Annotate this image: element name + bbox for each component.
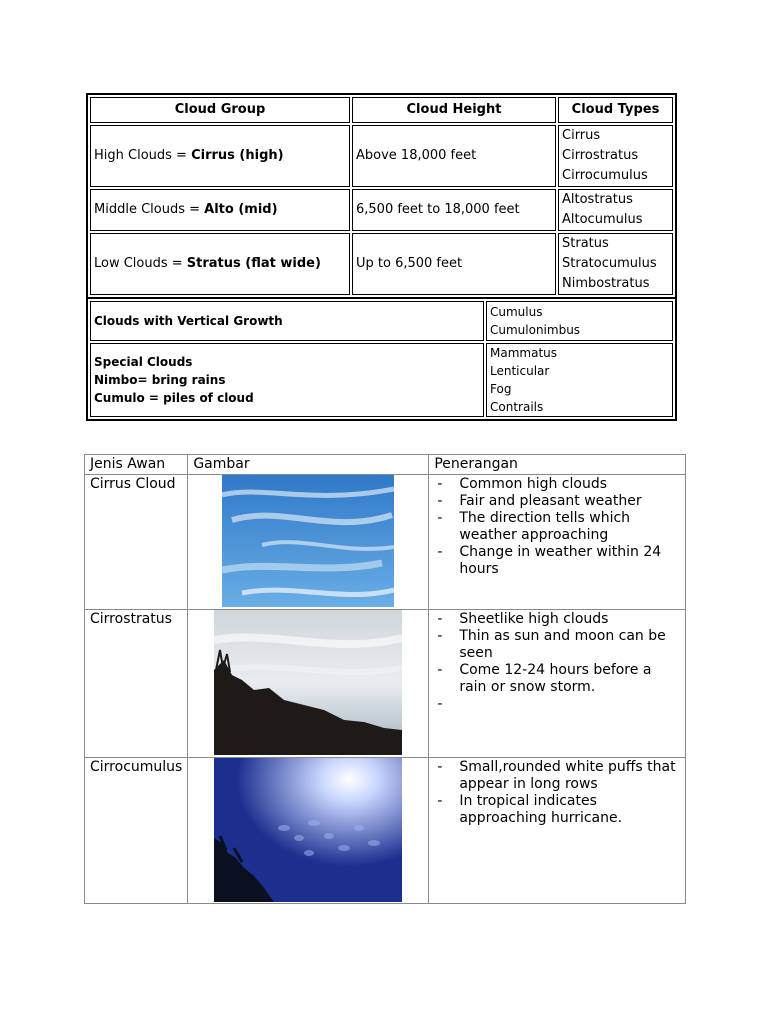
header-cloud-height: Cloud Height	[352, 97, 556, 123]
notes-cell	[429, 610, 686, 758]
type-item: Cumulonimbus	[490, 323, 581, 337]
type-item: Stratus	[562, 236, 609, 251]
types-cell	[558, 125, 673, 187]
cloud-name: Cirrostratus	[85, 610, 188, 758]
type-item: Cirrostratus	[562, 148, 639, 163]
group-bold: Cirrus (high)	[191, 148, 284, 163]
group-bold: Stratus (flat wide)	[186, 256, 321, 271]
special-clouds-table-wrapper	[86, 297, 677, 421]
group-prefix: Middle Clouds =	[94, 202, 205, 217]
special-clouds-table	[86, 297, 677, 421]
group-prefix: High Clouds =	[94, 148, 192, 163]
height-cell: 6,500 feet to 18,000 feet	[352, 189, 556, 231]
notes-list	[434, 476, 680, 578]
header-penerangan: Penerangan	[429, 455, 686, 475]
types-cell	[558, 189, 673, 231]
list-item: - Sheetlike high clouds	[434, 611, 680, 628]
header-jenis-awan: Jenis Awan	[85, 455, 188, 475]
special-line: Nimbo= bring rains	[94, 373, 226, 387]
table-row	[90, 343, 673, 417]
group-cell	[90, 125, 350, 187]
type-item: Stratocumulus	[562, 256, 657, 271]
list-item: - Come 12-24 hours before a rain or snow storm.	[434, 662, 680, 696]
group-prefix: Low Clouds =	[94, 256, 187, 271]
photo-cell	[188, 475, 429, 610]
photo-cell	[188, 758, 429, 904]
list-item: - Fair and pleasant weather	[434, 493, 680, 510]
notes-list	[434, 611, 680, 696]
table-row	[90, 301, 673, 341]
table-header-row	[85, 455, 686, 475]
cloud-name: Cirrus Cloud	[85, 475, 188, 610]
special-line: Special Clouds	[94, 355, 193, 369]
notes-cell	[429, 758, 686, 904]
header-gambar: Gambar	[188, 455, 429, 475]
vertical-types-cell	[486, 301, 673, 341]
type-item: Contrails	[490, 400, 544, 414]
cirrocumulus-photo	[214, 758, 402, 902]
special-clouds-cell	[90, 343, 484, 417]
group-bold: Alto (mid)	[204, 202, 278, 217]
list-item: - Change in weather within 24 hours	[434, 544, 680, 578]
header-cloud-group: Cloud Group	[90, 97, 350, 123]
table-row	[85, 475, 686, 610]
cloud-group-table	[86, 93, 677, 299]
type-item: Altostratus	[562, 192, 633, 207]
type-item: Cirrus	[562, 128, 601, 143]
cirrus-photo	[222, 475, 394, 607]
notes-list	[434, 759, 680, 827]
special-types-cell	[486, 343, 673, 417]
types-cell	[558, 233, 673, 295]
list-item: - Thin as sun and moon can be seen	[434, 628, 680, 662]
height-cell: Above 18,000 feet	[352, 125, 556, 187]
type-item: Mammatus	[490, 346, 558, 360]
type-item: Altocumulus	[562, 212, 643, 227]
table-row	[85, 758, 686, 904]
jenis-awan-table-wrapper	[84, 454, 686, 904]
vertical-growth-label: Clouds with Vertical Growth	[90, 301, 484, 341]
table-row	[90, 233, 673, 295]
photo-cell	[188, 610, 429, 758]
jenis-awan-table	[84, 454, 686, 904]
group-cell	[90, 189, 350, 231]
type-item: Fog	[490, 382, 512, 396]
type-item: Cumulus	[490, 305, 543, 319]
list-item: - The direction tells which weather approaching	[434, 510, 680, 544]
notes-cell	[429, 475, 686, 610]
type-item: Lenticular	[490, 364, 550, 378]
group-cell	[90, 233, 350, 295]
table-row	[90, 189, 673, 231]
list-item: - Small,rounded white puffs that appear in long rows	[434, 759, 680, 793]
type-item: Nimbostratus	[562, 276, 650, 291]
type-item: Cirrocumulus	[562, 168, 648, 183]
cirrostratus-photo	[214, 610, 402, 755]
special-line: Cumulo = piles of cloud	[94, 391, 254, 405]
table-header-row	[90, 97, 673, 123]
table-row	[85, 610, 686, 758]
list-item: - Common high clouds	[434, 476, 680, 493]
table-row	[90, 125, 673, 187]
list-item: - In tropical indicates approaching hurricane.	[434, 793, 680, 827]
height-cell: Up to 6,500 feet	[352, 233, 556, 295]
cloud-group-table-wrapper	[86, 93, 677, 299]
header-cloud-types: Cloud Types	[558, 97, 673, 123]
cloud-name: Cirrocumulus	[85, 758, 188, 904]
